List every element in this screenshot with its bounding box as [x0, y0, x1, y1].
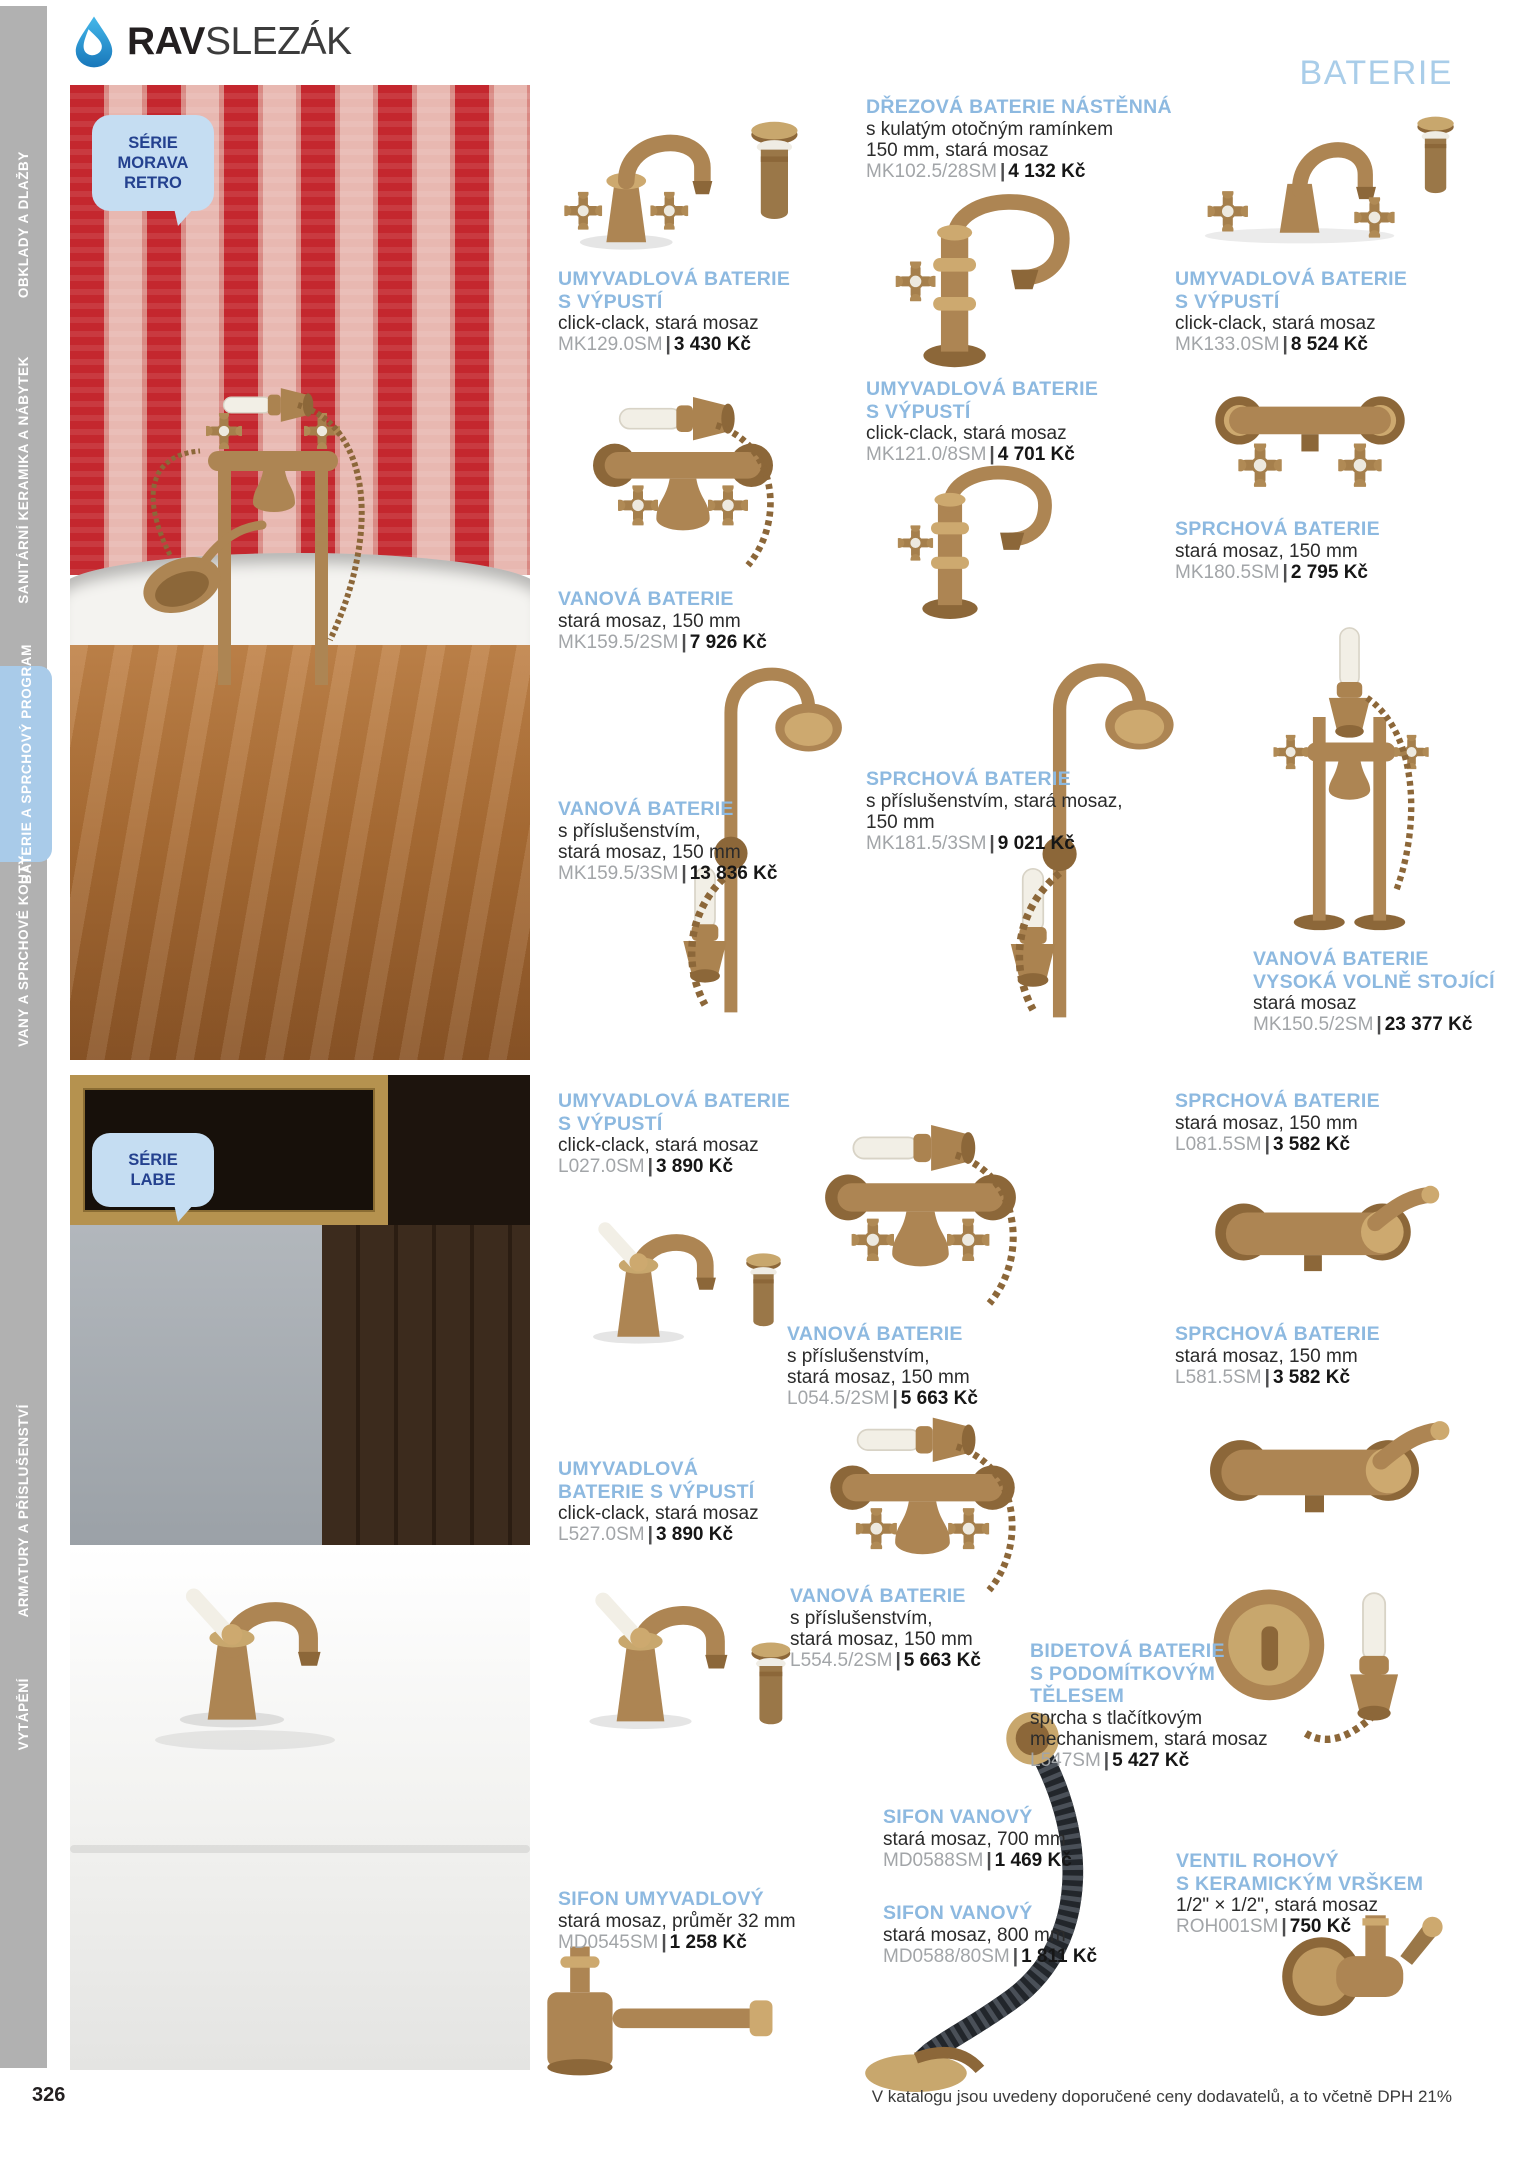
series-badge-line: SÉRIE — [128, 1151, 178, 1169]
product-title: VENTIL ROHOVÝ — [1176, 1850, 1339, 1872]
series-badge-morava-retro — [92, 115, 214, 211]
product-sku: MK159.5/2SM — [558, 631, 679, 653]
product-title: VANOVÁ BATERIE — [558, 588, 734, 610]
product-info-l081 — [1175, 1090, 1485, 1156]
separator: | — [989, 444, 995, 465]
product-desc: click-clack, stará mosaz — [1175, 313, 1376, 334]
product-sku: MD0588SM — [883, 1849, 984, 1871]
product-price: 3 890 Kč — [655, 1524, 734, 1545]
product-sku: L081.5SM — [1175, 1133, 1262, 1155]
product-title: UMYVADLOVÁ BATERIE — [558, 1090, 791, 1112]
product-desc: click-clack, stará mosaz — [558, 1503, 759, 1524]
product-desc: stará mosaz, 800 mm — [883, 1924, 1066, 1946]
product-image-three-hole-basin-mk133 — [1185, 95, 1460, 265]
series-badge-line: RETRO — [124, 174, 182, 192]
product-desc: click-clack, stará mosaz — [866, 423, 1067, 444]
product-desc: stará mosaz — [1253, 993, 1357, 1014]
product-image-bath-mixer-mk159 — [558, 352, 808, 592]
product-desc: sprcha s tlačítkovým — [1030, 1707, 1203, 1729]
product-title: TĚLESEM — [1030, 1685, 1125, 1707]
product-price: 3 582 Kč — [1272, 1133, 1351, 1155]
product-image-wall-sink-faucet-mk102 — [885, 180, 1110, 375]
series-badge-line: LABE — [130, 1171, 176, 1189]
product-title: SIFON VANOVÝ — [883, 1806, 1033, 1828]
sidebar-item-label: SANITÁRNÍ KERAMIKA A NÁBYTEK — [16, 356, 31, 604]
product-desc: stará mosaz, 150 mm — [790, 1628, 973, 1650]
product-desc: 150 mm — [866, 811, 935, 833]
product-desc: s příslušenstvím, — [558, 820, 701, 842]
separator: | — [986, 1849, 992, 1871]
separator: | — [1376, 1014, 1382, 1035]
product-title: SIFON UMYVADLOVÝ — [558, 1888, 764, 1910]
product-price: 8 524 Kč — [1290, 334, 1368, 355]
sidebar-item-label: ARMATURY A PŘÍSLUŠENSTVÍ — [16, 1403, 31, 1618]
product-title: VANOVÁ BATERIE — [787, 1323, 963, 1345]
tub-faucet-photo-illustration — [130, 255, 410, 695]
product-info-mk129 — [558, 268, 868, 356]
product-price: 2 795 Kč — [1290, 561, 1368, 583]
product-sku: MK150.5/2SM — [1253, 1014, 1374, 1035]
basin-faucet-photo-illustration — [125, 1505, 365, 1845]
product-sku: MK129.0SM — [558, 334, 663, 355]
product-title: VANOVÁ BATERIE — [790, 1585, 966, 1607]
product-price: 1 811 Kč — [1021, 1945, 1098, 1967]
product-image-basin-faucet-l527 — [552, 1548, 797, 1763]
product-price: 9 021 Kč — [997, 832, 1075, 854]
product-title: SPRCHOVÁ BATERIE — [1175, 1323, 1380, 1345]
product-image-shower-mixer-l081 — [1178, 1152, 1448, 1312]
sidebar-item-baterie-active[interactable] — [0, 643, 52, 885]
product-info-mk159-3sm — [558, 798, 868, 885]
separator: | — [1012, 1945, 1019, 1967]
sidebar-item-obklady[interactable] — [0, 150, 47, 300]
product-image-basin-faucet-l027 — [552, 1178, 787, 1368]
separator: | — [1281, 1916, 1287, 1937]
product-price: 3 890 Kč — [655, 1156, 734, 1177]
sink-edge-shadow — [70, 1845, 530, 1853]
page-title: BATERIE — [1299, 54, 1453, 92]
product-price: 5 663 Kč — [903, 1649, 981, 1671]
product-desc: s příslušenstvím, — [787, 1345, 930, 1367]
lifestyle-photo-morava-retro — [70, 85, 530, 1060]
product-image-freestanding-bath-filler-mk150 — [1262, 592, 1437, 947]
product-desc: s příslušenstvím, — [790, 1607, 933, 1629]
product-image-basin-trap-md0545 — [505, 1940, 805, 2095]
product-desc: click-clack, stará mosaz — [558, 313, 759, 334]
product-sku: MK159.5/3SM — [558, 862, 679, 884]
brand-name — [127, 19, 352, 63]
product-title: VYSOKÁ VOLNĚ STOJÍCÍ — [1253, 970, 1495, 993]
product-title: SPRCHOVÁ BATERIE — [866, 768, 1071, 790]
product-price: 750 Kč — [1289, 1916, 1352, 1937]
separator: | — [1282, 334, 1288, 355]
product-sku: MK181.5/3SM — [866, 832, 987, 854]
page-number: 326 — [32, 2084, 66, 2106]
separator: | — [681, 862, 687, 884]
product-info-md0588-80 — [883, 1902, 1193, 1968]
series-badge-line: MORAVA — [117, 154, 189, 172]
product-title: VANOVÁ BATERIE — [558, 798, 734, 820]
product-desc: stará mosaz, průměr 32 mm — [558, 1910, 796, 1932]
product-info-mk180 — [1175, 518, 1485, 584]
product-desc: s kulatým otočným ramínkem — [866, 118, 1114, 140]
product-title: S PODOMÍTKOVÝM — [1030, 1662, 1216, 1685]
product-sku: L527.0SM — [558, 1524, 645, 1545]
product-price: 5 427 Kč — [1112, 1749, 1190, 1771]
product-info-mk150 — [1253, 948, 1527, 1036]
product-title: S VÝPUSTÍ — [866, 400, 971, 423]
product-title: S VÝPUSTÍ — [558, 290, 663, 313]
series-badge-line: SÉRIE — [128, 134, 178, 152]
product-info-l581 — [1175, 1323, 1485, 1389]
product-info-mk102 — [866, 96, 1176, 183]
product-sku: L554.5/2SM — [790, 1649, 893, 1671]
product-sku: ROH001SM — [1176, 1916, 1279, 1937]
product-sku: MK121.0/8SM — [866, 444, 987, 465]
separator: | — [665, 334, 671, 355]
separator: | — [892, 1387, 898, 1409]
product-info-l054 — [787, 1323, 1097, 1410]
product-image-basin-mixer-mk129 — [550, 86, 805, 264]
separator: | — [647, 1524, 653, 1545]
product-price: 23 377 Kč — [1384, 1014, 1473, 1035]
product-price: 3 582 Kč — [1272, 1366, 1351, 1388]
sidebar-item-label: OBKLADY A DLAŽBY — [16, 151, 31, 299]
product-title: UMYVADLOVÁ BATERIE — [866, 378, 1099, 400]
sidebar-item-label: BATERIE A SPRCHOVÝ PROGRAM — [18, 643, 34, 885]
separator: | — [1282, 561, 1288, 583]
product-desc: stará mosaz, 150 mm — [1175, 1112, 1358, 1134]
product-title: DŘEZOVÁ BATERIE NÁSTĚNNÁ — [866, 96, 1172, 118]
product-desc: s příslušenstvím, stará mosaz, — [866, 790, 1123, 812]
product-title: S VÝPUSTÍ — [1175, 290, 1280, 313]
product-sku: MD0588/80SM — [883, 1945, 1010, 1967]
bathtub-panel-texture — [70, 645, 530, 1060]
product-desc: stará mosaz, 150 mm — [1175, 1345, 1358, 1367]
product-sku: L581.5SM — [1175, 1366, 1262, 1388]
product-desc: 150 mm, stará mosaz — [866, 139, 1049, 161]
separator: | — [661, 1931, 667, 1953]
photo-dark-background — [388, 1075, 530, 1225]
product-sku: MK133.0SM — [1175, 334, 1280, 355]
product-info-l547 — [1030, 1640, 1290, 1772]
product-title: VANOVÁ BATERIE — [1253, 948, 1429, 970]
product-desc: stará mosaz, 700 mm — [883, 1828, 1066, 1850]
sidebar-item-label: VYTÁPĚNÍ — [16, 1677, 31, 1751]
product-image-shower-mixer-mk180 — [1180, 355, 1440, 510]
product-info-l527 — [558, 1458, 868, 1546]
product-info-mk181 — [866, 768, 1176, 855]
series-badge-labe — [92, 1133, 214, 1207]
product-price: 3 430 Kč — [673, 334, 751, 355]
product-title: BIDETOVÁ BATERIE — [1030, 1640, 1225, 1662]
sidebar-item-vany[interactable] — [0, 855, 47, 1047]
separator: | — [647, 1156, 653, 1177]
product-info-mk159-2sm — [558, 588, 868, 654]
product-image-shower-mixer-l581 — [1172, 1378, 1457, 1563]
product-info-md0545 — [558, 1888, 868, 1954]
product-title: S VÝPUSTÍ — [558, 1112, 663, 1135]
product-title: SPRCHOVÁ BATERIE — [1175, 1090, 1380, 1112]
sidebar-item-sanitarni-keramika[interactable] — [0, 350, 47, 610]
product-sku: MD0545SM — [558, 1931, 659, 1953]
product-price: 4 701 Kč — [997, 444, 1075, 465]
product-title: SIFON VANOVÝ — [883, 1902, 1033, 1924]
product-desc: click-clack, stará mosaz — [558, 1135, 759, 1156]
product-sku: L547SM — [1030, 1749, 1101, 1771]
brand-name-light: SLEZÁK — [204, 19, 352, 63]
product-desc: 1/2" × 1/2", stará mosaz — [1176, 1895, 1379, 1916]
product-price: 4 132 Kč — [1008, 160, 1086, 182]
product-info-md0588 — [883, 1806, 1193, 1872]
water-drop-icon — [70, 14, 118, 68]
product-sku: MK102.5/28SM — [866, 160, 997, 182]
sidebar-item-armatury[interactable] — [0, 1403, 47, 1618]
product-title: UMYVADLOVÁ BATERIE — [558, 268, 791, 290]
product-title: UMYVADLOVÁ — [558, 1458, 699, 1480]
product-price: 1 258 Kč — [669, 1931, 747, 1953]
brand-name-bold: RAV — [127, 19, 205, 63]
product-price: 7 926 Kč — [689, 631, 767, 653]
separator: | — [989, 832, 995, 854]
separator: | — [1103, 1749, 1110, 1771]
separator: | — [681, 631, 687, 653]
product-title: SPRCHOVÁ BATERIE — [1175, 518, 1380, 540]
product-price: 5 663 Kč — [900, 1387, 978, 1409]
product-desc: mechanismem, stará mosaz — [1030, 1728, 1268, 1750]
product-desc: stará mosaz, 150 mm — [787, 1366, 970, 1388]
lifestyle-photo-labe — [70, 1075, 530, 2070]
product-sku: L054.5/2SM — [787, 1387, 890, 1409]
separator: | — [1264, 1133, 1270, 1155]
product-sku: MK180.5SM — [1175, 561, 1280, 583]
product-info-mk133 — [1175, 268, 1485, 356]
product-info-mk121 — [866, 378, 1176, 466]
product-title: UMYVADLOVÁ BATERIE — [1175, 268, 1408, 290]
product-desc: stará mosaz, 150 mm — [1175, 540, 1358, 562]
product-price: 1 469 Kč — [994, 1849, 1072, 1871]
sidebar-item-label: VANY A SPRCHOVÉ KOUTY — [16, 855, 31, 1047]
product-title: S KERAMICKÝM VRŠKEM — [1176, 1872, 1424, 1895]
brand-logo — [70, 14, 352, 68]
separator: | — [1264, 1366, 1270, 1388]
product-title: BATERIE S VÝPUSTÍ — [558, 1480, 755, 1503]
product-desc: stará mosaz, 150 mm — [558, 841, 741, 863]
product-info-roh001 — [1176, 1850, 1486, 1938]
product-info-l027 — [558, 1090, 868, 1178]
separator: | — [999, 160, 1006, 182]
wood-panel-wall — [322, 1225, 530, 1547]
product-desc: stará mosaz, 150 mm — [558, 610, 741, 632]
footer-note: V katalogu jsou uvedeny doporučené ceny dodavatelů, a to včetně DPH 21% — [871, 2087, 1452, 2106]
separator: | — [895, 1649, 901, 1671]
product-sku: L027.0SM — [558, 1156, 645, 1177]
sidebar-item-vytapeni[interactable] — [0, 1668, 47, 1760]
product-price: 13 836 Kč — [689, 862, 778, 884]
